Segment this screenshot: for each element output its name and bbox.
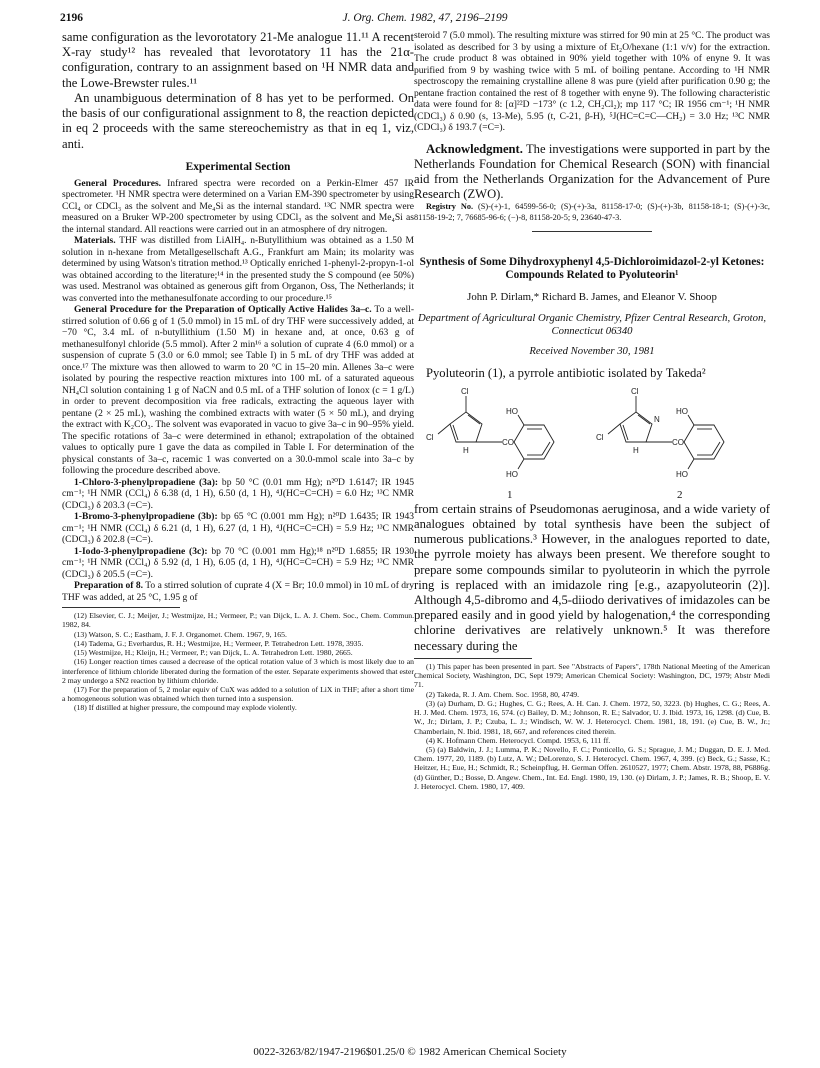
pyoluteorin-intro: Pyoluteorin (1), a pyrrole antibiotic isolated by Takeda²	[426, 366, 706, 381]
article-title: Synthesis of Some Dihydroxyphenyl 4,5-Dichloroimidazol-2-yl Ketones: Compounds Related to Pyoluteorin¹	[419, 255, 765, 282]
intro-paragraph-2: An unambiguous determination of 8 has yet to be performed. On the basis of our configurational assignment to 8, the reaction depicted in eq 2 proceeds with the same stereochemistry as that in eq 1, viz, anti.	[62, 90, 414, 151]
registry-paragraph	[414, 202, 770, 222]
s1-hydroxyl-bottom: HO	[506, 469, 518, 479]
journal-name: J. Org. Chem.	[342, 12, 407, 24]
s2-cl-left: Cl	[596, 432, 604, 442]
s1-cl-left: Cl	[426, 432, 434, 442]
general-procedure-text: To a well-stirred solution of 0.66 g of 1 (5.0 mmol) in 15 mL of dry THF were successively added, at −70 °C, 3.4 mL of n-butyllithium (1.50 M) in hexane and, at once, 0.63 g of methanesulfonyl chloride (5.5 mmol). After 2 min¹⁶ a solution of cuprate 4 (6.0 mmol) or a suspension of cuprate 5 (3.0 or 6.0 mmol; see Table I) in 5 mL of dry THF was added at once.¹⁷ The mixture was then allowed to warm to 20 °C in 15–20 min. Allenes 3a–c were isolated by pouring the respective reaction mixtures into 100 mL of a saturated aqueous NH₄Cl solution containing 1 g of NaCN and 0.5 mL of a THF solution of Ionox (c = 1 g/L) in order to prevent decomposition via free radicals, extracting the aqueous layer with pentane (2 × 25 mL), washing the combined extracts with water (5 × 50 mL), and drying the extract with K₂CO₃. The solvent was evaporated in vacuo to give 3a–c in 90–95% yield. The specific rotations of 3a–c were determined in ethanol; extrapolation of the obtained values to optically pure 1 gave the data as compiled in Table I. For determination of the physical constants of 3a–c, racemic 1 was converted on a 30.0-mmol scale into 3a–c by following the procedure described above.	[62, 304, 414, 477]
s1-cl-top: Cl	[461, 386, 469, 396]
structure-2-bonds	[608, 396, 724, 469]
compound-3a-text: bp 50 °C (0.01 mm Hg); n²⁰D 1.6147; IR 1945 cm⁻¹; ¹H NMR (CCl₄) δ 6.38 (d, 1 H), 6.50 (d, 1 H), ⁴J(HC=C=CH) = 6.0 Hz; ¹³C NMR (CDCl₃) δ 203.3 (=C=).	[62, 476, 415, 511]
footnote-17: (17) For the preparation of 5, 2 molar equiv of CuX was added to a solution of LiX in THF; after a short time a homogeneous solution was obtained which then turned into a suspension.	[62, 684, 414, 704]
general-procedure-paragraph	[62, 304, 414, 477]
s2-hydroxyl-bottom: HO	[676, 469, 688, 479]
compound-3b-head: 1-Bromo-3-phenylpropadiene (3b):	[74, 511, 218, 523]
footnote-12: (12) Elsevier, C. J.; Meijer, J.; Westmijze, H.; Vermeer, P.; van Dijck, L. A. J. Chem. Soc., Chem. Commun. 1982, 84.	[62, 611, 414, 630]
s1-carbonyl: CO	[502, 437, 514, 447]
compound-3b-text: bp 65 °C (0.001 mm Hg); n²⁰D 1.6435; IR 1943 cm⁻¹; ¹H NMR (CCl₄) δ 6.21 (d, 1 H), 6.27 (d, 1 H), ⁴J(HC=C=CH) = 5.9 Hz; ¹³C NMR (CDCl₃) δ 202.8 (=C=).	[62, 511, 414, 546]
preparation-8-head: Preparation of 8.	[74, 580, 144, 592]
footnote-divider	[62, 607, 180, 608]
article-authors: John P. Dirlam,* Richard B. James, and Eleanor V. Shoop	[467, 290, 717, 303]
general-procedures-text: Infrared spectra were recorded on a Perkin-Elmer 457 IR spectrometer. ¹H NMR spectra were determined on a Varian EM-390 spectrometer by using CCl₄ or CDCl₃ as the solvent and Me₄Si as the internal standard. ¹³C NMR spectra were measured on a Bruker WP-200 spectrometer by using CDCl₃ as the solvent and Me₄Si as the internal standard. All reactions were carried out in an atmosphere of dry nitrogen.	[62, 177, 414, 235]
registry-text: (S)-(+)-1, 64599-56-0; (S)-(+)-3a, 81158-17-0; (S)-(+)-3b, 81158-18-1; (S)-(+)-3c, 81158-19-2; 7, 76685-96-6; (−)-8, 81158-20-5; 9, 23640-47-3.	[414, 202, 770, 222]
footnote-2: (2) Takeda, R. J. Am. Chem. Soc. 1958, 80, 4749.	[426, 689, 580, 699]
copyright-footer: 0022-3263/82/1947-2196$01.25/0 © 1982 American Chemical Society	[253, 1046, 567, 1058]
s2-ring-n: N	[654, 414, 660, 424]
footnote-3: (3) (a) Durham, D. G.; Hughes, C. G.; Rees, A. H. Can. J. Chem. 1972, 50, 3223. (b) Hughes, C. G.; Rees, A. H. J. Med. Chem. 1973, 16, 574. (c) Bailey, D. M.; Johnson, R. E.; Salvador, U. J. Ibid. 1973, 16, 1298. (d) Cue, B. W., Jr.; Dirlam, J. P.; Czuba, L. J.; Windisch, W. W. J. Heterocycl. Chem. 1981, 18, 191. (e) Cue, B. W., Jr.; Chamberlain, N. Ibid. 1981, 18, 667, and references cited therein.	[414, 698, 770, 736]
footnote-16: (16) Longer reaction times caused a decrease of the optical rotation value of 3 which is most likely due to an interference of lithium chloride liberated during the formation of the ester. Separate experiments showed that ester 2 may undergo a SN2 reaction by lithium chloride.	[62, 657, 414, 685]
acknowledgment-text: The investigations were supported in part by the Netherlands Foundation for Chemical Research (SON) with financial aid from the Netherlands Organization for the Advancement of Pure Research (ZWO).	[414, 141, 770, 202]
general-procedures-paragraph	[62, 178, 414, 236]
compound-3a-paragraph	[62, 477, 414, 512]
structure-1-bonds	[438, 396, 554, 469]
page-number: 2196	[60, 12, 83, 24]
compound-3c-head: 1-Iodo-3-phenylpropadiene (3c):	[74, 545, 208, 557]
s1-nh: H	[463, 445, 469, 455]
compound-3c-paragraph	[62, 546, 414, 581]
structure-label-2: 2	[677, 488, 683, 501]
s1-hydroxyl-top: HO	[506, 406, 518, 416]
footnote-14: (14) Tadema, G.; Everhardus, R. H.; Westmijze, H.; Vermeer, P. Tetrahedron Lett. 1978, 3935.	[74, 638, 364, 648]
chemical-structures-figure	[414, 384, 770, 502]
materials-paragraph	[62, 235, 414, 304]
continued-paragraph: steroid 7 (5.0 mmol). The resulting mixture was stirred for 90 min at 25 °C. The product was isolated as described for 3 by using a mixture of Et₂O/hexane (1:1 v/v) for the extraction. The crude product 8 was obtained in 90% yield together with 10% of enyne 9. It was purified from 9 by washing twice with 5 mL of boiling pentane. According to ¹H NMR spectroscopy the remaining crystalline allene 8 was pure (yield after purification 0.90 g; the pentane fraction contained the rest of 8 together with enyne 9). The following characteristic data were found for 8: [α]²²D −173° (c 1.2, CH₂Cl₂); mp 117 °C; IR 1956 cm⁻¹; ¹H NMR (CDCl₃) δ 0.90 (s, 13-Me), 5.95 (t, C-21, β-H), ⁵J(HC=C=C—CH₂) = 3.0 Hz; ¹³C NMR (CDCl₃) δ 193.7 (=C=).	[414, 30, 770, 133]
s2-hydroxyl-top: HO	[676, 406, 688, 416]
footnote-4: (4) K. Hofmann Chem. Heterocycl. Compd. 1953, 6, 111 ff.	[426, 735, 611, 745]
left-column	[62, 30, 414, 713]
experimental-section-title: Experimental Section	[185, 160, 291, 173]
article-affiliation: Department of Agricultural Organic Chemistry, Pfizer Central Research, Groton, Connecticut 06340	[417, 311, 766, 337]
right-footnotes	[414, 662, 770, 791]
preparation-8-text: To a stirred solution of cuprate 4 (X = Br; 10.0 mmol) in 10 mL of dry THF was added, at 25 °C, 1.95 g of	[62, 580, 415, 603]
footnote-18: (18) If distilled at higher pressure, the compound may explode violently.	[74, 703, 297, 713]
pyoluteorin-discussion: from certain strains of Pseudomonas aeruginosa, and a wide variety of analogues obtained by total synthesis have been the subject of numerous publications.³ However, in the analogues reported to date, the pyrrole moiety has always been present. We therefore sought to prepare some compounds similar to pyoluteorin in which the pyrrole ring is replaced with an imidazole ring [e.g., azapyoluteorin (2)]. Although 4,5-dibromo and 4,5-diiodo derivatives of imidazoles can be prepared easily and in good yield by halogenation,⁴ the corresponding chlorine derivatives are relatively unknown.⁵ It was therefore necessary during the	[414, 501, 770, 653]
general-procedure-head: General Procedure for the Preparation of Optically Active Halides 3a–c.	[74, 304, 372, 316]
footnote-15: (15) Westmijze, H.; Kleijn, H.; Vermeer, P.; van Dijck, L. A. Tetrahedron Lett. 1980, 2665.	[74, 648, 353, 658]
structure-label-1: 1	[507, 488, 513, 501]
right-footnote-divider	[414, 658, 532, 659]
registry-head: Registry No.	[426, 202, 474, 212]
preparation-8-paragraph	[62, 580, 414, 603]
article-separator	[532, 231, 652, 232]
s2-carbonyl: CO	[672, 437, 684, 447]
received-date: Received November 30, 1981	[529, 345, 655, 358]
acknowledgment-paragraph	[414, 142, 770, 203]
right-column	[414, 30, 770, 791]
materials-text: THF was distilled from LiAlH₄. n-Butyllithium was obtained as a 1.50 M solution in n-hexane from Metallgesellschaft A.G., Frankfurt am Main; its molarity was determined by using Watson's titration method.¹³ Optically enriched 1-phenyl-2-propyn-1-ol was obtained according to the literature;¹⁴ in the presented study the S compound (ee 50%) was used. Mestranol was obtained as generous gift from Organon, Oss, The Netherlands; it was converted into the methanesulfonate according to our procedure.¹⁵	[62, 235, 414, 304]
compound-3a-head: 1-Chloro-3-phenylpropadiene (3a):	[74, 476, 219, 488]
materials-head: Materials.	[74, 235, 116, 247]
running-header	[60, 12, 790, 28]
footnote-13: (13) Watson, S. C.; Eastham, J. F. J. Organomet. Chem. 1967, 9, 165.	[74, 629, 287, 639]
acknowledgment-head: Acknowledgment.	[426, 141, 523, 156]
compound-3c-text: bp 70 °C (0.001 mm Hg);¹⁸ n²⁰D 1.6855; IR 1930 cm⁻¹; ¹H NMR (CCl₄) δ 5.92 (d, 1 H), 6.05 (d, 1 H), ⁴J(HC=C=CH) = 5.9 Hz; ¹³C NMR (CDCl₃) δ 205.5 (=C=).	[62, 545, 414, 580]
footnote-5: (5) (a) Baldwin, J. J.; Lumma, P. K.; Novello, F. C.; Ponticello, G. S.; Sprague, J. M.; Duggan, D. E. J. Med. Chem. 1977, 20, 1189. (b) Lutz, A. W.; DeLorenzo, S. J. Heterocycl. Chem. 1967, 4, 399. (c) Beck, G.; Sasse, K.; Heitzer, H.; Eue, H.; Schmidt, R.; Scheinpflug, H. German Offen. 2610527, 1977; Chem. Abstr. 1978, 88, P6886g. (d) Günther, D.; Bosse, D. Angew. Chem., Int. Ed. Engl. 1980, 19, 130. (e) Dirlam, J. P.; James, R. B.; Shoop, E. V. J. Heterocycl. Chem. 1980, 17, 409.	[414, 745, 770, 791]
journal-citation	[60, 12, 790, 24]
journal-volume: 1982, 47, 2196–2199	[409, 12, 508, 24]
intro-paragraph-1: same configuration as the levorotatory 21-Me analogue 11.¹¹ A recent X-ray study¹² has revealed that levorotatory 11 has the 21α-configuration, contrary to an assignment based on ¹H NMR data and the Lowe-Brewster rules.¹¹	[62, 30, 414, 90]
compound-3b-paragraph	[62, 511, 414, 546]
left-footnotes	[62, 611, 414, 713]
s2-cl-top: Cl	[631, 386, 639, 396]
s2-nh: H	[633, 445, 639, 455]
footnote-1: (1) This paper has been presented in part. See "Abstracts of Papers", 178th National Meeting of the American Chemical Society, Washington, DC, Sept 1979; American Chemical Society: Washington, DC, 1979; Abstr Medi 71.	[414, 661, 770, 690]
general-procedures-head: General Procedures.	[74, 177, 162, 189]
